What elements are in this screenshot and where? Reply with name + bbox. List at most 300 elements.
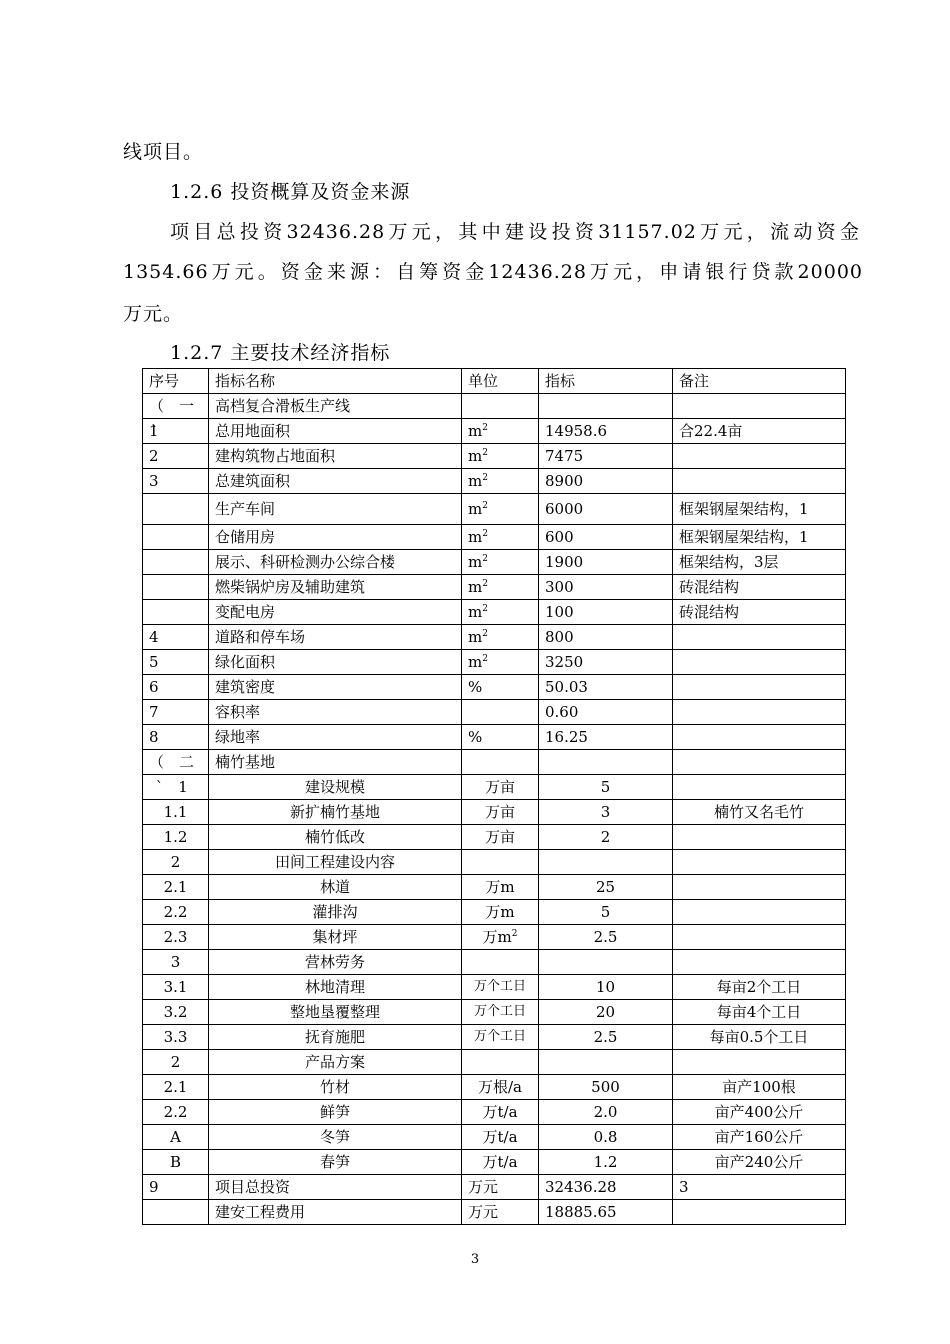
- cell-unit: [462, 625, 539, 650]
- cell-name: [209, 1125, 462, 1150]
- cell-no-text: 1.2: [163, 828, 188, 846]
- cell-no-text: 4: [149, 628, 159, 646]
- cell-note: [673, 900, 846, 925]
- cell-note-text: 合22.4亩: [679, 422, 743, 440]
- cell-unit-text: m: [468, 553, 483, 571]
- cell-value: [539, 1000, 673, 1025]
- cell-no: [143, 800, 209, 825]
- cell-name-text: 绿地率: [215, 728, 261, 746]
- cell-unit-text: %: [468, 678, 483, 696]
- cell-value: [539, 825, 673, 850]
- cell-name: [209, 900, 462, 925]
- cell-note-text: 框架钢屋架结构，1: [679, 528, 809, 546]
- cell-name: [209, 1000, 462, 1025]
- unit-superscript: 2: [482, 448, 488, 458]
- cell-name: [209, 419, 462, 444]
- cell-unit-text: %: [468, 728, 483, 746]
- cell-unit: [462, 750, 539, 775]
- cell-value-text: 5: [600, 903, 611, 921]
- cell-no-text: 2.2: [163, 903, 188, 921]
- table-row: [143, 850, 846, 875]
- table-row: [143, 800, 846, 825]
- cell-unit: [462, 600, 539, 625]
- cell-note: [673, 975, 846, 1000]
- cell-no: [143, 850, 209, 875]
- cell-unit-text: m: [468, 500, 483, 518]
- cell-value: [539, 444, 673, 469]
- cell-unit: [462, 444, 539, 469]
- text-line-project-end: 线项目。: [123, 141, 204, 163]
- cell-value: [539, 550, 673, 575]
- cell-name: [209, 675, 462, 700]
- table-row: [143, 444, 846, 469]
- cell-name-text: 道路和停车场: [215, 628, 306, 646]
- cell-note-text: 每亩2个工日: [716, 978, 802, 996]
- table-row: [143, 1100, 846, 1125]
- cell-name-text: 整地垦覆整理: [289, 1003, 380, 1021]
- cell-note: [673, 394, 846, 419]
- cell-unit: [462, 1050, 539, 1075]
- cell-no: [143, 650, 209, 675]
- unit-superscript: 2: [482, 501, 488, 511]
- cell-note-text: 楠竹又名毛竹: [713, 803, 804, 821]
- unit-superscript: 2: [482, 629, 488, 639]
- cell-value: [539, 575, 673, 600]
- cell-no: [143, 1025, 209, 1050]
- cell-value-text: 8900: [545, 472, 584, 490]
- cell-value-text: 1900: [545, 553, 584, 571]
- cell-note-text: 砖混结构: [679, 603, 740, 621]
- cell-name: [209, 800, 462, 825]
- cell-name: [209, 725, 462, 750]
- cell-note: [673, 725, 846, 750]
- cell-unit: [462, 925, 539, 950]
- cell-note: [673, 1000, 846, 1025]
- cell-name-text: 建构筑物占地面积: [215, 447, 336, 465]
- section-heading-1-2-6: 1.2.6 投资概算及资金来源: [170, 181, 411, 203]
- cell-name-text: 变配电房: [215, 603, 276, 621]
- cell-value-text: 10: [595, 978, 616, 996]
- cell-no-text: 2.2: [163, 1103, 188, 1121]
- cell-name: [209, 1025, 462, 1050]
- cell-no: [143, 925, 209, 950]
- cell-unit: [462, 700, 539, 725]
- cell-note: [673, 525, 846, 550]
- cell-name-text: 营林劳务: [304, 953, 365, 971]
- paragraph-line-3: 万元。: [123, 303, 184, 325]
- cell-unit-text: m: [468, 578, 483, 596]
- cell-unit-text: 万m: [485, 903, 515, 921]
- cell-note: [673, 469, 846, 494]
- cell-name-text: 生产车间: [215, 500, 276, 518]
- cell-name-text: 展示、科研检测办公综合楼: [215, 553, 396, 571]
- cell-unit: [462, 1075, 539, 1100]
- cell-value: [539, 419, 673, 444]
- cell-no: [143, 725, 209, 750]
- indicators-table: [142, 368, 846, 1225]
- cell-note: [673, 675, 846, 700]
- table-body: [143, 394, 846, 1225]
- cell-value-text: 100: [545, 603, 574, 621]
- cell-value: [539, 900, 673, 925]
- cell-unit-text: 万t/a: [482, 1128, 518, 1146]
- cell-unit: [462, 550, 539, 575]
- cell-unit: [462, 950, 539, 975]
- cell-no: [143, 550, 209, 575]
- cell-value-text: 0.8: [593, 1128, 618, 1146]
- cell-name: [209, 1175, 462, 1200]
- cell-note: [673, 950, 846, 975]
- cell-name: [209, 875, 462, 900]
- cell-unit-text: 万个工日: [473, 979, 526, 994]
- cell-no-text: 3.2: [163, 1003, 188, 1021]
- cell-note: [673, 875, 846, 900]
- cell-name-text: 产品方案: [304, 1053, 365, 1071]
- cell-no-text: （ 二: [149, 753, 195, 771]
- header-name: 指标名称: [209, 369, 462, 394]
- table-row: [143, 700, 846, 725]
- cell-unit: [462, 1125, 539, 1150]
- cell-value: [539, 1125, 673, 1150]
- table-row: [143, 1025, 846, 1050]
- cell-no-text: 5: [149, 653, 159, 671]
- cell-value: [539, 950, 673, 975]
- header-note: 备注: [673, 369, 846, 394]
- table-row: [143, 600, 846, 625]
- cell-value-text: 2.0: [593, 1103, 618, 1121]
- cell-no: [143, 1200, 209, 1225]
- cell-no: [143, 494, 209, 525]
- cell-no: [143, 419, 209, 444]
- cell-unit-text: 万t/a: [482, 1103, 518, 1121]
- table-row: [143, 875, 846, 900]
- cell-no: [143, 675, 209, 700]
- cell-name: [209, 575, 462, 600]
- cell-unit: [462, 419, 539, 444]
- cell-unit-text: 万个工日: [473, 1004, 526, 1019]
- cell-name-text: 楠竹低改: [304, 828, 365, 846]
- cell-name: [209, 750, 462, 775]
- cell-no-text: 3.3: [163, 1028, 188, 1046]
- cell-note-text: 亩产100根: [722, 1078, 796, 1096]
- cell-unit: [462, 875, 539, 900]
- cell-value: [539, 625, 673, 650]
- cell-note: [673, 800, 846, 825]
- table-row: [143, 650, 846, 675]
- cell-note: [673, 1150, 846, 1175]
- header-unit: 单位: [462, 369, 539, 394]
- table-row: [143, 825, 846, 850]
- cell-no: [143, 975, 209, 1000]
- cell-name-text: 林道: [319, 878, 350, 896]
- cell-unit: [462, 775, 539, 800]
- cell-note-text: 3: [679, 1178, 689, 1196]
- cell-name: [209, 975, 462, 1000]
- cell-no-text: 2: [170, 853, 181, 871]
- cell-no: [143, 600, 209, 625]
- cell-note: [673, 1025, 846, 1050]
- cell-note: [673, 825, 846, 850]
- cell-name-text: 田间工程建设内容: [274, 853, 395, 871]
- cell-note: [673, 419, 846, 444]
- cell-value: [539, 975, 673, 1000]
- cell-value-text: 7475: [545, 447, 584, 465]
- cell-no: [143, 750, 209, 775]
- cell-name: [209, 525, 462, 550]
- cell-no: [143, 469, 209, 494]
- cell-unit-text: m: [468, 628, 483, 646]
- table-row: [143, 1125, 846, 1150]
- cell-name: [209, 600, 462, 625]
- cell-value: [539, 700, 673, 725]
- cell-unit-text: 万亩: [484, 778, 515, 796]
- cell-unit: [462, 1000, 539, 1025]
- cell-value: [539, 1050, 673, 1075]
- table-row: [143, 925, 846, 950]
- cell-unit-text: m: [468, 528, 483, 546]
- cell-name-text: 林地清理: [304, 978, 365, 996]
- cell-value-text: 5: [600, 778, 611, 796]
- cell-note: [673, 1125, 846, 1150]
- cell-note: [673, 550, 846, 575]
- unit-superscript: 2: [482, 604, 488, 614]
- cell-value-text: 2.5: [593, 1028, 618, 1046]
- cell-value-text: 2.5: [593, 928, 618, 946]
- cell-no-text: 6: [149, 678, 159, 696]
- cell-name: [209, 775, 462, 800]
- cell-value-text: 300: [545, 578, 574, 596]
- cell-unit-text: m: [468, 472, 483, 490]
- table-row: [143, 1050, 846, 1075]
- cell-unit: [462, 650, 539, 675]
- cell-unit: [462, 394, 539, 419]
- cell-name: [209, 1075, 462, 1100]
- cell-name: [209, 625, 462, 650]
- cell-value: [539, 1025, 673, 1050]
- cell-unit-text: 万亩: [484, 828, 515, 846]
- page-number: 3: [470, 1252, 480, 1267]
- cell-no: [143, 625, 209, 650]
- table-row: [143, 1150, 846, 1175]
- unit-superscript: 2: [482, 423, 488, 433]
- cell-name: [209, 494, 462, 525]
- cell-value-text: 2: [600, 828, 611, 846]
- cell-name-text: 项目总投资: [215, 1178, 291, 1196]
- cell-name-text: 绿化面积: [215, 653, 276, 671]
- cell-note: [673, 1100, 846, 1125]
- cell-name-text: 灌排沟: [312, 903, 358, 921]
- unit-superscript: 2: [511, 929, 518, 939]
- cell-name: [209, 650, 462, 675]
- table-row: [143, 625, 846, 650]
- table-row: [143, 900, 846, 925]
- cell-no-text: ̀ 1: [163, 778, 188, 796]
- cell-value: [539, 850, 673, 875]
- cell-name: [209, 1150, 462, 1175]
- cell-note: [673, 750, 846, 775]
- cell-no-text: 2: [170, 1053, 181, 1071]
- table-row: [143, 550, 846, 575]
- cell-unit-text: 万m: [482, 928, 512, 946]
- cell-no: [143, 1150, 209, 1175]
- cell-value-text: 20: [595, 1003, 616, 1021]
- cell-unit-text: 万t/a: [482, 1153, 518, 1171]
- cell-no-text: 3: [170, 953, 181, 971]
- cell-no: [143, 1075, 209, 1100]
- cell-value-text: 6000: [545, 500, 584, 518]
- table-row: [143, 494, 846, 525]
- cell-no-text: 1̀: [149, 422, 159, 440]
- cell-value: [539, 469, 673, 494]
- cell-value-text: 32436.28: [545, 1178, 617, 1196]
- cell-no: [143, 444, 209, 469]
- table-row: [143, 1175, 846, 1200]
- cell-name-text: 建设规模: [304, 778, 365, 796]
- cell-value: [539, 1150, 673, 1175]
- cell-unit: [462, 850, 539, 875]
- cell-name: [209, 850, 462, 875]
- cell-name-text: 竹材: [319, 1078, 350, 1096]
- cell-name-text: 仓储用房: [215, 528, 276, 546]
- cell-name-text: 抚育施肥: [304, 1028, 365, 1046]
- cell-name: [209, 550, 462, 575]
- cell-note: [673, 444, 846, 469]
- cell-no-text: A: [170, 1128, 181, 1146]
- cell-note-text: 砖混结构: [679, 578, 740, 596]
- cell-no: [143, 1000, 209, 1025]
- unit-superscript: 2: [482, 529, 488, 539]
- cell-no-text: 1.1: [163, 803, 188, 821]
- cell-no-text: 3.1: [163, 978, 188, 996]
- cell-name-text: 冬笋: [319, 1128, 350, 1146]
- cell-no: [143, 700, 209, 725]
- table-row: [143, 419, 846, 444]
- cell-no-text: 2.1: [163, 878, 188, 896]
- cell-no-text: 8: [149, 728, 159, 746]
- cell-note-text: 每亩4个工日: [716, 1003, 802, 1021]
- cell-value: [539, 1100, 673, 1125]
- cell-no: [143, 1175, 209, 1200]
- cell-unit-text: 万元: [468, 1203, 499, 1221]
- cell-unit-text: m: [468, 422, 483, 440]
- cell-name-text: 集材坪: [312, 928, 358, 946]
- cell-no: [143, 775, 209, 800]
- cell-no-text: B: [169, 1153, 182, 1171]
- unit-superscript: 2: [482, 579, 488, 589]
- cell-note-text: 亩产160公斤: [714, 1128, 804, 1146]
- paragraph-line-1: 项目总投资32436.28万元，其中建设投资31157.02万元，流动资金: [170, 221, 860, 243]
- cell-value: [539, 925, 673, 950]
- cell-name-text: 总用地面积: [215, 422, 291, 440]
- cell-unit-text: 万m: [485, 878, 515, 896]
- cell-value-text: 3: [600, 803, 611, 821]
- table-row: [143, 469, 846, 494]
- cell-no: [143, 825, 209, 850]
- cell-unit: [462, 725, 539, 750]
- table-row: [143, 950, 846, 975]
- cell-value: [539, 750, 673, 775]
- cell-name-text: 高档复合滑板生产线: [215, 397, 351, 415]
- cell-name-text: 春笋: [319, 1153, 350, 1171]
- unit-superscript: 2: [482, 554, 488, 564]
- cell-unit-text: m: [468, 653, 483, 671]
- cell-unit: [462, 1200, 539, 1225]
- cell-note: [673, 1175, 846, 1200]
- cell-name-text: 楠竹基地: [215, 753, 276, 771]
- cell-no: [143, 1050, 209, 1075]
- cell-name-text: 新扩楠竹基地: [289, 803, 380, 821]
- cell-unit: [462, 525, 539, 550]
- cell-unit-text: m: [468, 603, 483, 621]
- cell-name: [209, 1100, 462, 1125]
- cell-value: [539, 600, 673, 625]
- cell-name: [209, 394, 462, 419]
- cell-unit: [462, 825, 539, 850]
- cell-unit-text: 万亩: [484, 803, 515, 821]
- cell-note-text: 框架结构，3层: [679, 553, 779, 571]
- cell-name: [209, 444, 462, 469]
- cell-name: [209, 1200, 462, 1225]
- cell-note: [673, 494, 846, 525]
- cell-value: [539, 525, 673, 550]
- cell-no: [143, 1125, 209, 1150]
- cell-unit: [462, 975, 539, 1000]
- cell-name: [209, 825, 462, 850]
- cell-unit: [462, 494, 539, 525]
- cell-note-text: 亩产400公斤: [714, 1103, 804, 1121]
- cell-name-text: 建安工程费用: [215, 1203, 306, 1221]
- cell-no: [143, 394, 209, 419]
- cell-name: [209, 925, 462, 950]
- cell-note: [673, 650, 846, 675]
- cell-value: [539, 775, 673, 800]
- table-row: [143, 394, 846, 419]
- cell-no-text: 2: [149, 447, 159, 465]
- cell-note: [673, 600, 846, 625]
- cell-note: [673, 575, 846, 600]
- cell-value: [539, 494, 673, 525]
- cell-note: [673, 1050, 846, 1075]
- cell-note-text: 框架钢屋架结构，1: [679, 500, 809, 518]
- cell-no-text: 9: [149, 1178, 159, 1196]
- cell-value: [539, 875, 673, 900]
- unit-superscript: 2: [482, 654, 488, 664]
- table-row: [143, 1200, 846, 1225]
- cell-unit-text: m: [468, 447, 483, 465]
- cell-value-text: 14958.6: [545, 422, 608, 440]
- cell-value: [539, 394, 673, 419]
- table-row: [143, 575, 846, 600]
- cell-note-text: 每亩0.5个工日: [709, 1028, 809, 1046]
- cell-unit-text: 万个工日: [473, 1029, 526, 1044]
- cell-value-text: 50.03: [545, 678, 588, 696]
- section-heading-1-2-7: 1.2.7 主要技术经济指标: [170, 342, 391, 364]
- table-row: [143, 750, 846, 775]
- cell-unit: [462, 1175, 539, 1200]
- table-row: [143, 675, 846, 700]
- cell-note: [673, 1200, 846, 1225]
- cell-name: [209, 469, 462, 494]
- cell-note: [673, 775, 846, 800]
- table-row: [143, 1075, 846, 1100]
- cell-name-text: 燃柴锅炉房及辅助建筑: [215, 578, 366, 596]
- cell-name: [209, 950, 462, 975]
- cell-name-text: 总建筑面积: [215, 472, 291, 490]
- cell-note: [673, 1075, 846, 1100]
- header-no: 序号: [143, 369, 209, 394]
- cell-value-text: 1.2: [593, 1153, 618, 1171]
- cell-value-text: 800: [545, 628, 574, 646]
